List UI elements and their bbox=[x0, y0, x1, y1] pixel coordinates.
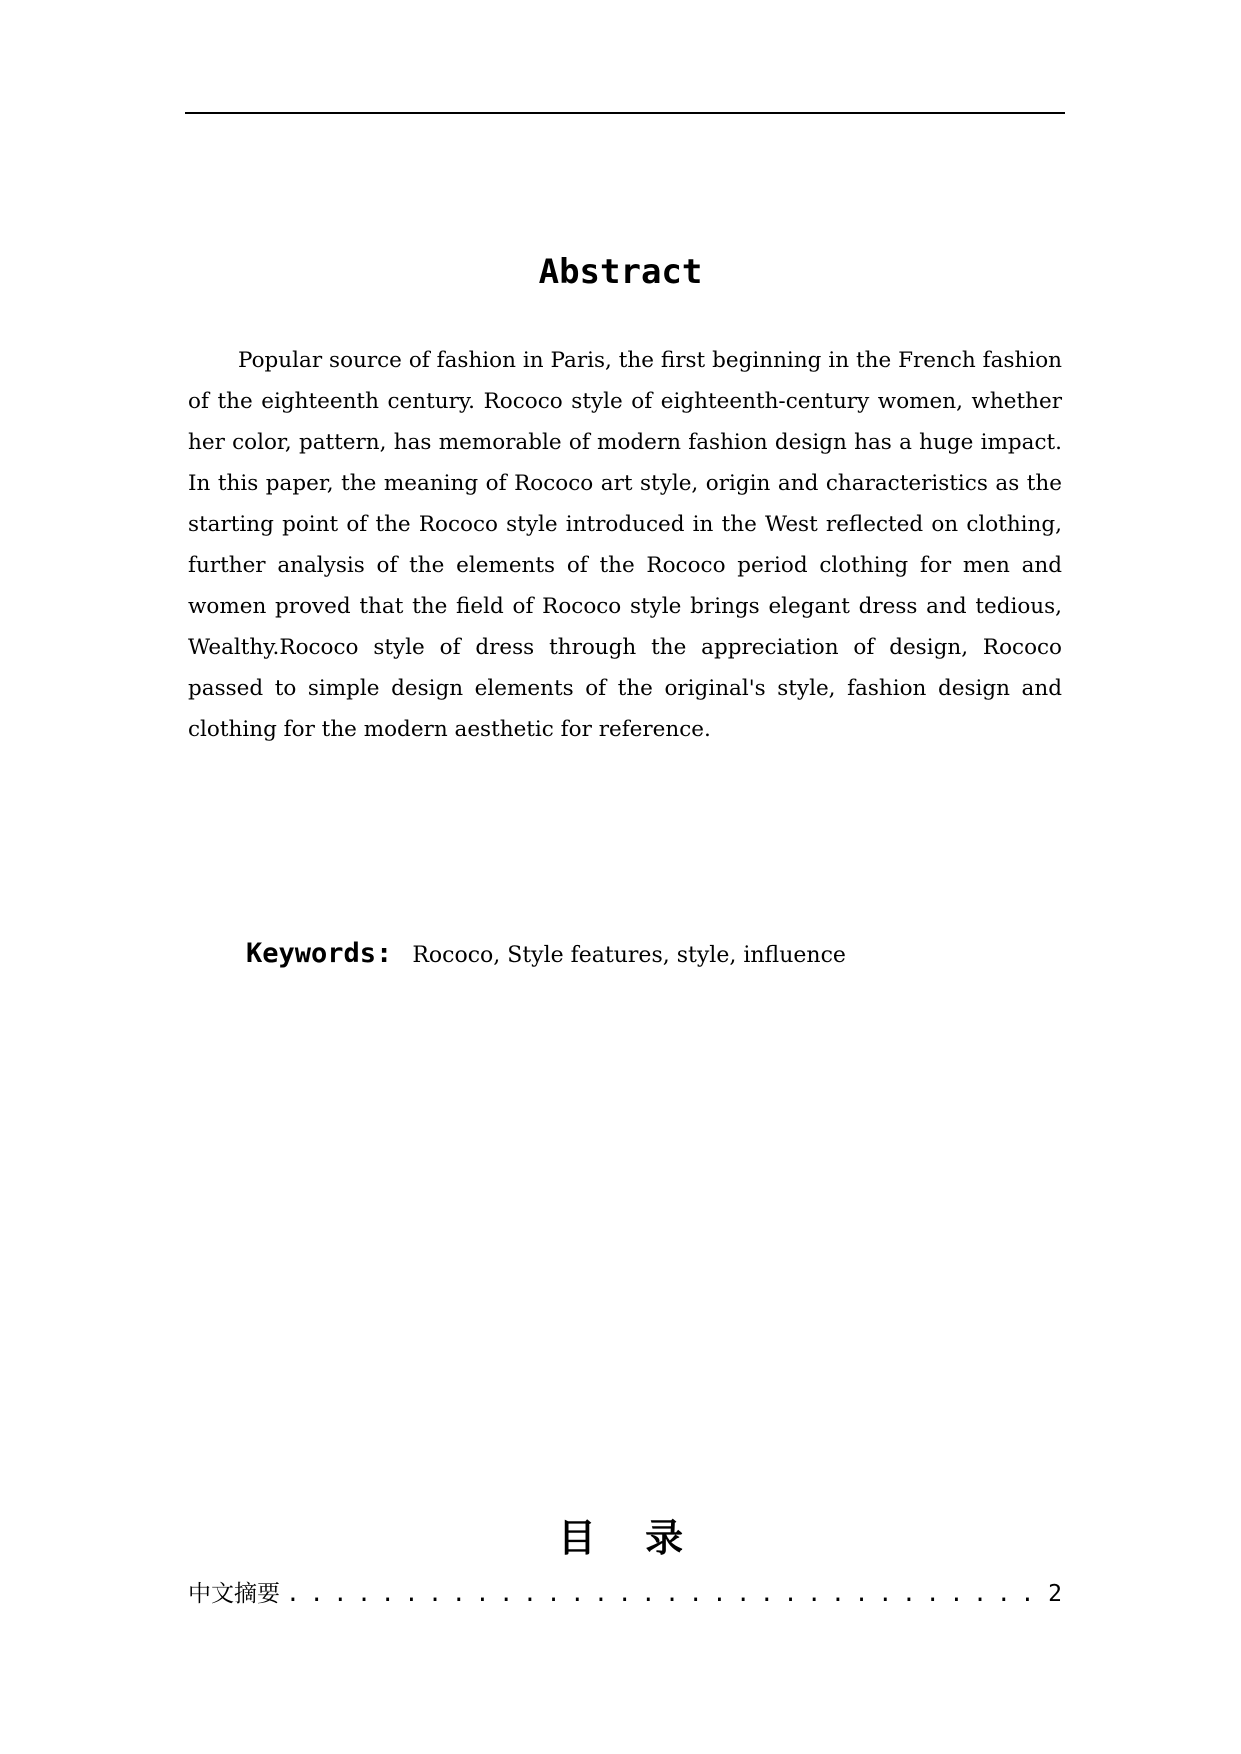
abstract-body: Popular source of fashion in Paris, the first beginning in the French fashion of the eighteenth century. Rococo style of eighteenth-century women, whether her color, pattern, has memorable of modern fashion design has a huge impact. In this paper, the meaning of Rococo art style, origin and characteristics as the starting point of the Rococo style introduced in the West reflected on clothing, further analysis of the elements of the Rococo period clothing for men and women proved that the field of Rococo style brings elegant dress and tedious, Wealthy.Rococo style of dress through the appreciation of design, Rococo passed to simple design elements of the original's style, fashion design and clothing for the modern aesthetic for reference. bbox=[188, 348, 1062, 742]
toc-entry-page: 2 bbox=[1048, 1581, 1062, 1607]
header-rule bbox=[185, 112, 1065, 114]
toc-dot-leader bbox=[286, 1576, 1042, 1612]
keywords-text: Rococo, Style features, style, influence bbox=[412, 943, 846, 968]
toc-entry[interactable] bbox=[188, 1576, 1062, 1612]
keywords-label: Keywords: bbox=[246, 938, 393, 969]
toc-title: 目 录 bbox=[557, 1516, 702, 1560]
keywords-line bbox=[246, 934, 1066, 976]
abstract-title: Abstract bbox=[538, 252, 703, 292]
toc-entry-label: 中文摘要 bbox=[188, 1581, 280, 1607]
